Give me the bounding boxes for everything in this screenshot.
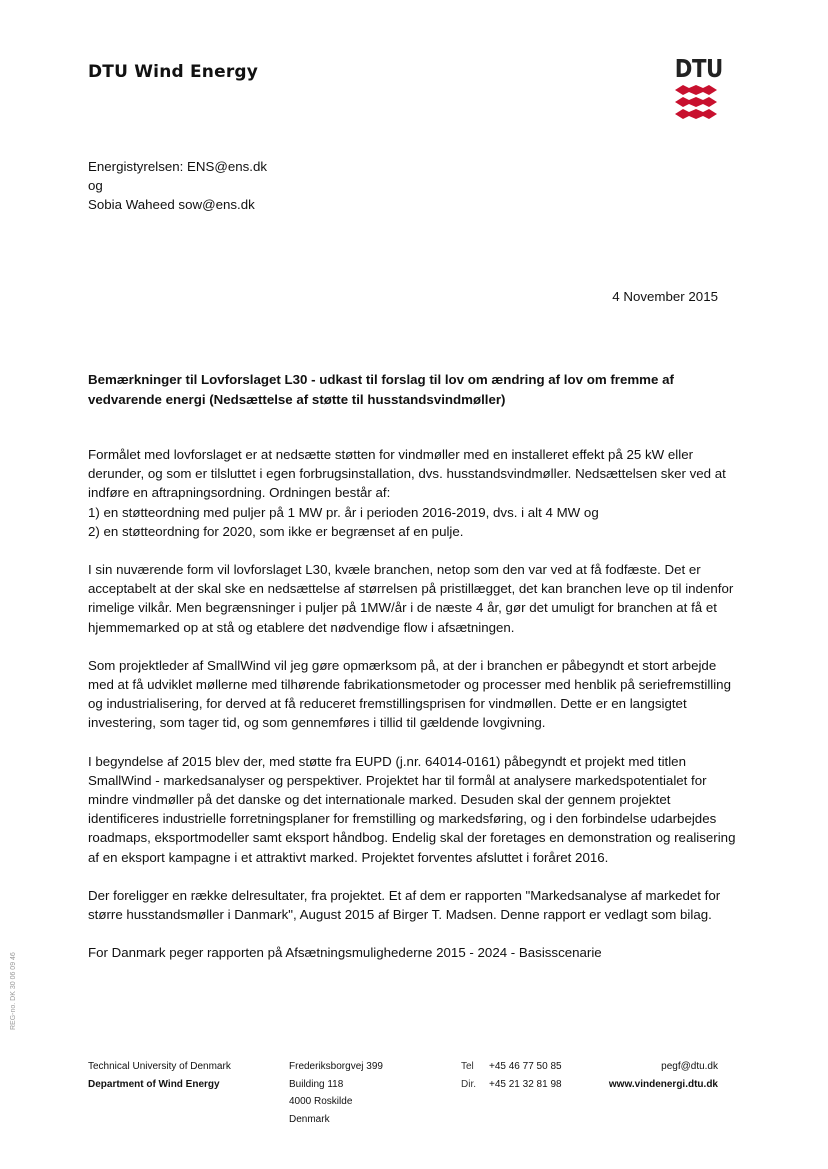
recipient-line: Energistyrelsen: ENS@ens.dk: [88, 159, 268, 174]
recipients-block: [88, 157, 267, 214]
paragraph: [88, 445, 738, 541]
department-name: Department of Wind Energy: [88, 1078, 220, 1090]
footer-address: [289, 1058, 383, 1128]
organization-name: DTU Wind Energy: [88, 62, 259, 82]
direct-phone-row: [461, 1076, 562, 1094]
phone-number: +45 46 77 50 85: [489, 1061, 562, 1072]
address-line: Denmark: [289, 1113, 330, 1125]
address-line: Frederiksborgvej 399: [289, 1061, 383, 1072]
letter-subject: Bemærkninger til Lovforslaget L30 - udkast til forslag til lov om ændring af lov om fremme af vedvarende energi (Nedsættelse af støtte til husstandsvindmøller): [88, 372, 674, 407]
paragraph-text: Formålet med lovforslaget er at nedsætte støtten for vindmøller med en installeret effekt på 25 kW eller derunder, og som er tilsluttet i egen forbrugsinstallation, dvs. husstandsvindmøller. Nedsættelsen sker ved at indføre en aftrapningsordning. Ordningen består af:: [88, 447, 726, 501]
paragraph: Der foreligger en række delresultater, fra projektet. Et af dem er rapporten "Markedsanalyse af markedet for større husstandsmøller i Danmark", August 2015 af Birger T. Madsen. Denne rapport er vedlagt som bilag.: [88, 887, 721, 923]
direct-phone-label: Dir.: [461, 1078, 476, 1090]
paragraph: I begyndelse af 2015 blev der, med støtte fra EUPD (j.nr. 64014-0161) påbegyndt et projekt med titlen SmallWind - markedsanalyser og perspektiver. Projektet har til formål at analysere markedspotentialet for mindre vindmøller på det danske og det internationale marked. Desuden skal der gennem projektet identificeres industrielle forretningsplaner for fremstilling og markedsføring, og i den forbindelse udarbejdes roadmaps, eksportmodeller samt eksport håndbog. Endelig skal der foretages en demonstration og realisering af en eksport kampagne i et attraktivt marked. Projektet forventes afsluttet i foråret 2016.: [88, 753, 736, 865]
recipient-line: og: [88, 178, 103, 193]
footer-contact: [606, 1058, 718, 1093]
recipient-line: Sobia Waheed sow@ens.dk: [88, 197, 255, 212]
dtu-logo: [671, 56, 721, 119]
footer-phones: [461, 1058, 562, 1093]
email-address: pegf@dtu.dk: [661, 1061, 718, 1072]
list-item: 2) en støtteordning for 2020, som ikke er begrænset af en pulje.: [88, 523, 464, 539]
registration-number: REG-no. DK 30 06 09 46: [10, 952, 17, 1030]
footer-institution: [88, 1058, 231, 1093]
paragraph: I sin nuværende form vil lovforslaget L30, kvæle branchen, netop som den var ved at få fodfæste. Det er acceptabelt at der skal ske en nedsættelse af størrelsen på pristillægget, det kan branchen leve op til indenfor rimelige vilkår. Men begrænsninger i puljer på 1MW/år i de næste 4 år, gør det umuligt for branchen at få et hjemmemarked op at stå og etablere det nødvendige flow i afsætningen.: [88, 562, 734, 635]
list-item: 1) en støtteordning med puljer på 1 MW pr. år i perioden 2016-2019, dvs. i alt 4 MW og: [88, 504, 599, 520]
direct-phone-number: +45 21 32 81 98: [489, 1078, 562, 1090]
letter-body: [88, 445, 738, 981]
university-name: Technical University of Denmark: [88, 1061, 231, 1072]
letter-date: 4 November 2015: [612, 289, 718, 304]
phone-row: [461, 1058, 562, 1076]
paragraph: Som projektleder af SmallWind vil jeg gøre opmærksom på, at der i branchen er påbegyndt et stort arbejde med at få udviklet møllerne med tilhørende fabrikationsmetoder og processer med henblik på seriefremstilling og industrialisering, for derved at få reduceret fremstillingsprisen for vindmøllen. Dette er en langsigtet investering, som tager tid, og som gennemføres i tillid til gældende lovgivning.: [88, 657, 731, 731]
dtu-wave-mark-icon: [675, 85, 717, 119]
logo-text: DTU: [674, 54, 723, 83]
phone-label: Tel: [461, 1061, 474, 1072]
website-url: www.vindenergi.dtu.dk: [608, 1078, 718, 1090]
paragraph: For Danmark peger rapporten på Afsætningsmulighederne 2015 - 2024 - Basisscenarie: [88, 945, 602, 961]
address-line: Building 118: [289, 1078, 344, 1090]
address-line: 4000 Roskilde: [289, 1096, 353, 1107]
